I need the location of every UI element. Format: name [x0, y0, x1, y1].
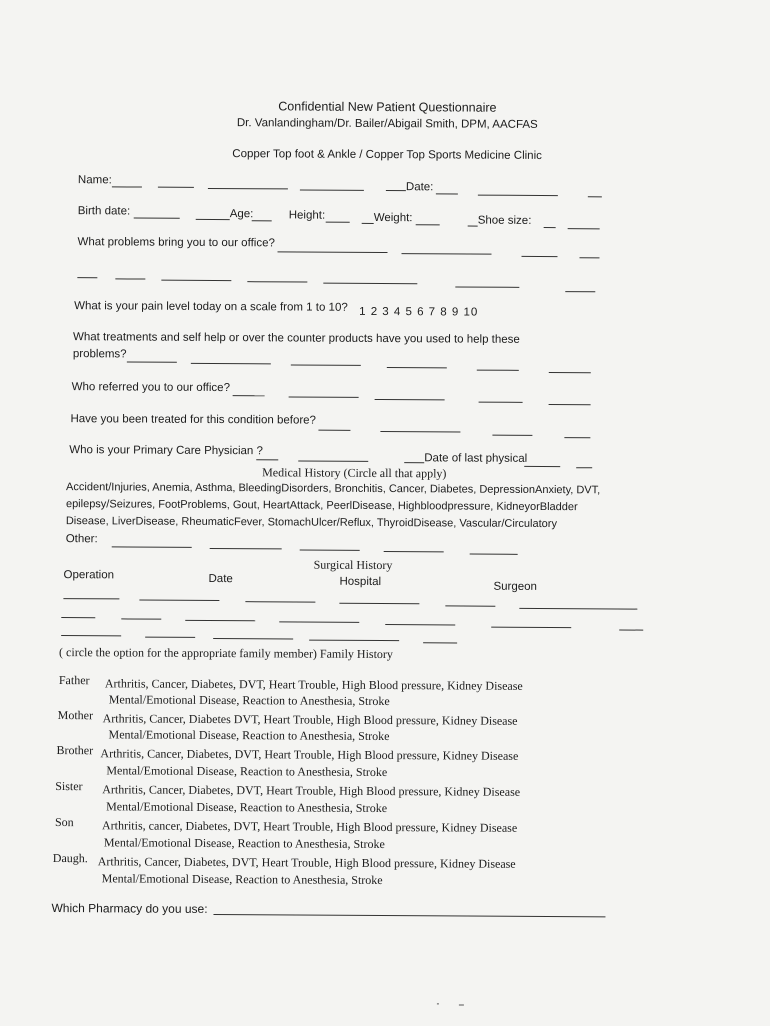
treatments-field-seg	[191, 363, 271, 364]
age-label: Age:	[229, 208, 254, 221]
shoe-size-field-seg	[568, 228, 600, 229]
referred-field[interactable]	[233, 395, 265, 396]
problems-field-2-seg	[115, 278, 145, 279]
problems-field-seg	[521, 256, 557, 257]
age-field[interactable]	[252, 220, 272, 221]
last-physical-field[interactable]	[524, 466, 560, 467]
family-options-mother[interactable]: Arthritis, Cancer, Diabetes DVT, Heart Trouble, High Blood pressure, Kidney Disease	[102, 711, 518, 728]
family-member-sister: Sister	[55, 779, 83, 794]
birth-date-field[interactable]	[134, 217, 180, 218]
surgery-row-3-seg	[423, 642, 457, 643]
pharmacy-field[interactable]	[213, 914, 605, 917]
treatments-field[interactable]	[127, 361, 177, 362]
problems-field-seg	[402, 253, 492, 255]
problems-label: What problems bring you to our office?	[77, 236, 275, 250]
surgery-row-3-seg	[213, 638, 293, 639]
family-options-brother[interactable]: Arthritis, Cancer, Diabetes, DVT, Heart Trouble, High Blood pressure, Kidney Disease	[100, 746, 519, 763]
shoe-size-label: Shoe size:	[477, 214, 532, 227]
height-field[interactable]	[326, 222, 350, 223]
pharmacy-label: Which Pharmacy do you use:	[51, 901, 208, 916]
pcp-field-seg	[298, 460, 368, 461]
scan-speck	[437, 1003, 439, 1004]
pain-scale-options[interactable]: 1 2 3 4 5 6 7 8 9 10	[359, 305, 479, 319]
last-physical-label: Date of last physical	[424, 452, 528, 465]
family-history-heading: ( circle the option for the appropriate family member) Family History	[59, 645, 394, 662]
pcp-field[interactable]	[256, 459, 278, 460]
treated-before-field-seg	[380, 431, 460, 432]
form-title: Confidential New Patient Questionnaire	[278, 99, 497, 115]
other-field-seg	[210, 548, 282, 549]
doctors-line: Dr. Vanlandingham/Dr. Bailer/Abigail Smith, DPM, AACFAS	[236, 117, 538, 131]
surgery-row-2-seg	[385, 624, 455, 625]
clinic-line: Copper Top foot & Ankle / Copper Top Sports Medicine Clinic	[232, 148, 542, 162]
pcp-label: Who is your Primary Care Physician ?	[69, 444, 263, 458]
family-options-son[interactable]: Arthritis, cancer, Diabetes, DVT, Heart Trouble, High Blood pressure, Kidney Disease	[101, 818, 518, 835]
name-label: Name:	[77, 174, 112, 187]
problems-field-2-seg	[161, 280, 231, 281]
family-options-father-2[interactable]: Mental/Emotional Disease, Reaction to Anesthesia, Stroke	[108, 692, 390, 709]
family-options-son-2[interactable]: Mental/Emotional Disease, Reaction to Anesthesia, Stroke	[103, 835, 385, 852]
treated-before-field[interactable]	[318, 430, 350, 431]
referred-field-seg	[479, 402, 523, 403]
surgery-row-1[interactable]	[63, 598, 119, 599]
date-field-seg	[478, 195, 558, 196]
medical-history-line-1[interactable]: Accident/Injuries, Anemia, Asthma, BleedingDisorders, Bronchitis, Cancer, Diabetes, DepressionAnxiety, DVT,	[66, 481, 601, 497]
referred-label: Who referred you to our office?	[71, 381, 231, 395]
other-field-seg	[470, 554, 518, 555]
problems-field-2-seg	[323, 283, 417, 285]
other-field[interactable]	[112, 546, 192, 547]
problems-field-2-seg	[247, 281, 307, 282]
family-options-daughter[interactable]: Arthritis, Cancer, Diabetes, DVT, Heart Trouble, High Blood pressure, Kidney Disease	[97, 854, 516, 871]
family-options-sister-2[interactable]: Mental/Emotional Disease, Reaction to Anesthesia, Stroke	[106, 799, 388, 816]
problems-field-2[interactable]	[77, 277, 97, 278]
treatments-label: What treatments and self help or over the counter products have you used to help these	[72, 331, 520, 346]
problems-field-2-seg	[565, 291, 595, 292]
name-field-seg	[300, 190, 364, 191]
treatments-field-seg	[387, 367, 447, 368]
surgical-history-heading: Surgical History	[313, 557, 393, 573]
name-field-seg	[158, 187, 194, 188]
treated-before-field-seg	[492, 435, 532, 436]
treatments-field-seg	[291, 364, 361, 365]
surgery-row-1-seg	[245, 601, 315, 602]
weight-field-seg	[468, 226, 478, 227]
weight-label: Weight:	[373, 211, 413, 225]
other-label: Other:	[65, 533, 98, 546]
treated-before-label: Have you been treated for this condition before?	[70, 413, 317, 427]
family-options-father[interactable]: Arthritis, Cancer, Diabetes, DVT, Heart Trouble, High Blood pressure, Kidney Disease	[104, 676, 523, 693]
referred-field-seg	[289, 396, 359, 397]
family-options-brother-2[interactable]: Mental/Emotional Disease, Reaction to Anesthesia, Stroke	[106, 763, 388, 780]
family-member-son: Son	[54, 815, 74, 830]
surgery-row-2[interactable]	[61, 617, 95, 618]
name-field-seg	[386, 190, 406, 191]
col-surgeon: Surgeon	[493, 580, 537, 593]
problems-field-seg	[579, 257, 599, 258]
surgery-row-3-seg	[145, 637, 195, 638]
shoe-size-field[interactable]	[544, 227, 556, 228]
name-field[interactable]	[112, 186, 142, 187]
family-options-sister[interactable]: Arthritis, Cancer, Diabetes, DVT, Heart Trouble, High Blood pressure, Kidney Disease	[102, 782, 521, 799]
name-field-seg	[208, 188, 288, 189]
treatments-field-seg	[549, 372, 591, 373]
other-field-seg	[300, 550, 360, 551]
medical-history-line-3[interactable]: Disease, LiverDisease, RheumaticFever, StomachUlcer/Reflux, ThyroidDisease, Vascular/Circulatory	[65, 515, 558, 531]
height-field-seg	[362, 223, 374, 224]
surgery-row-2-seg	[491, 627, 571, 628]
height-label: Height:	[288, 209, 326, 222]
col-date: Date	[208, 572, 233, 586]
surgery-row-1-seg	[139, 600, 219, 601]
date-field-seg	[588, 196, 602, 197]
other-field-seg	[384, 551, 444, 552]
problems-field-2-seg	[455, 286, 519, 287]
family-member-daughter: Daugh.	[52, 851, 88, 866]
birth-date-label: Birth date:	[77, 205, 131, 218]
referred-field-seg	[549, 404, 591, 405]
surgery-row-2-seg	[121, 618, 161, 619]
surgery-row-3[interactable]	[61, 635, 121, 636]
col-hospital: Hospital	[339, 575, 382, 589]
treatments-field-seg	[477, 370, 519, 371]
last-physical-field-seg	[576, 467, 592, 468]
problems-field[interactable]	[278, 251, 388, 253]
medical-history-heading: Medical History (Circle all that apply)	[262, 465, 447, 481]
surgery-row-1-seg	[519, 608, 637, 610]
treated-before-field-seg	[564, 437, 590, 438]
weight-field[interactable]	[416, 224, 440, 225]
family-options-mother-2[interactable]: Mental/Emotional Disease, Reaction to Anesthesia, Stroke	[108, 727, 390, 744]
family-member-father: Father	[58, 673, 90, 688]
scan-speck	[459, 1004, 464, 1005]
referred-field-seg	[375, 399, 445, 400]
treatments-label-2: problems?	[72, 348, 127, 361]
family-member-brother: Brother	[56, 743, 94, 758]
pain-level-label: What is your pain level today on a scale from 1 to 10?	[74, 300, 348, 314]
date-field[interactable]	[436, 193, 458, 194]
surgery-row-2-seg	[279, 621, 359, 622]
surgery-row-3-seg	[309, 640, 399, 642]
family-member-mother: Mother	[57, 708, 94, 723]
medical-history-line-2[interactable]: epilepsy/Seizures, FootProblems, Gout, HeartAttack, PeerlDisease, Highbloodpressure, KidneyorBladder	[65, 498, 578, 514]
date-label: Date:	[405, 181, 434, 194]
surgery-row-2-seg	[185, 620, 255, 621]
surgery-row-2-seg	[619, 629, 643, 630]
family-options-daughter-2[interactable]: Mental/Emotional Disease, Reaction to Anesthesia, Stroke	[101, 871, 383, 888]
birth-date-field-seg	[196, 219, 230, 220]
pcp-field-seg	[404, 462, 424, 463]
surgery-row-1-seg	[445, 605, 495, 606]
surgery-row-1-seg	[339, 603, 419, 604]
col-operation: Operation	[63, 569, 115, 582]
